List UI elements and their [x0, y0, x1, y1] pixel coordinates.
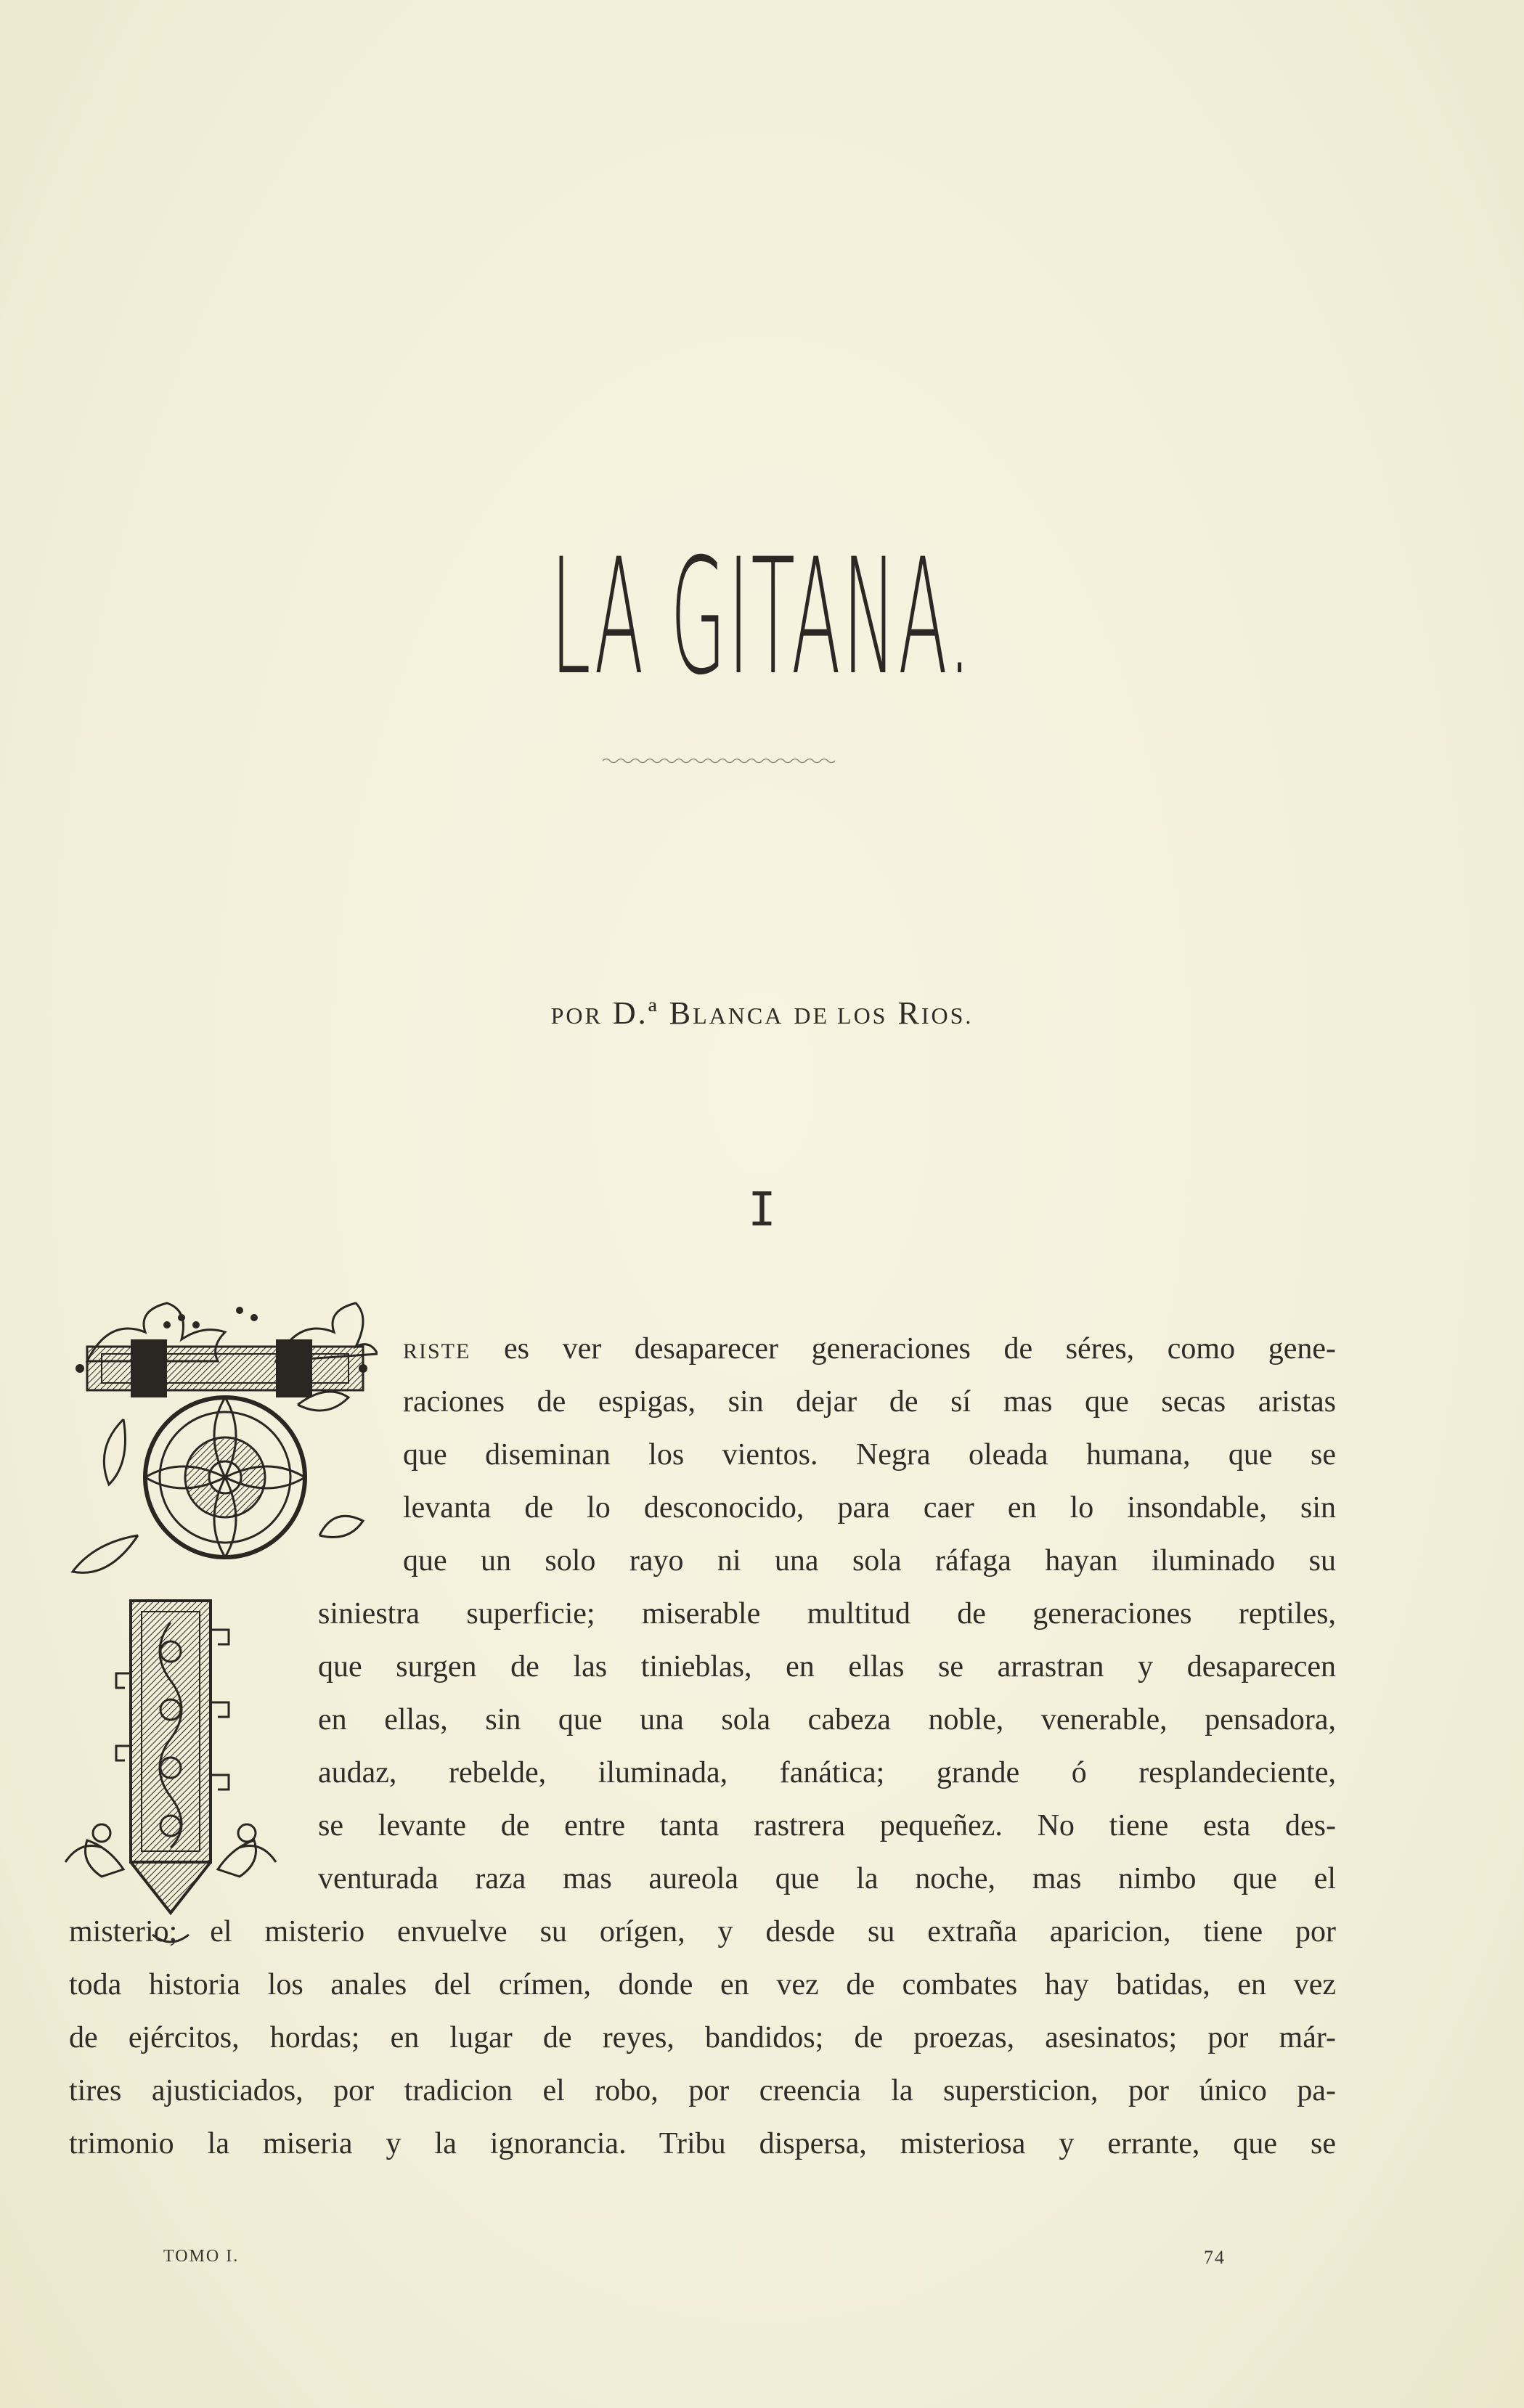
- text-line-9: audaz, rebelde, iluminada, fanática; grande ó resplandeciente,: [318, 1756, 1336, 1789]
- text-line-1: [403, 1329, 1336, 1372]
- text-line-1-rest: es ver desaparecer generaciones de séres, como gene-: [470, 1332, 1336, 1366]
- text-line-3: que diseminan los vientos. Negra oleada humana, que se: [403, 1438, 1336, 1472]
- text-line-5: que un solo rayo ni una sola ráfaga hayan iluminado su: [403, 1544, 1336, 1578]
- text-line-10: se levante de entre tanta rastrera pequeñez. No tiene esta des-: [318, 1809, 1336, 1842]
- first-word-smallcaps: RISTE: [403, 1339, 471, 1363]
- text-line-11: venturada raza mas aureola que la noche, mas nimbo que el: [318, 1862, 1336, 1895]
- author-byline: [0, 995, 1524, 1032]
- byline-last-initial: R: [897, 995, 921, 1031]
- text-line-14: de ejércitos, hordas; en lugar de reyes, bandidos; de proezas, asesinatos; por már-: [69, 2021, 1336, 2054]
- page-title: LA GITANA.: [550, 524, 974, 710]
- text-line-12: misterio; el misterio envuelve su orígen, y desde su extraña aparicion, tiene por: [69, 1915, 1336, 1948]
- footer-volume: TOMO I.: [163, 2247, 240, 2266]
- text-line-8: en ellas, sin que una sola cabeza noble, venerable, pensadora,: [318, 1703, 1336, 1736]
- byline-first-initial: B: [669, 995, 693, 1031]
- footer-page-number: 74: [1204, 2247, 1226, 2268]
- text-line-2: raciones de espigas, sin dejar de sí mas que secas aristas: [403, 1385, 1336, 1419]
- byline-first-rest: LANCA: [693, 1003, 784, 1029]
- text-line-13: toda historia los anales del crímen, donde en vez de combates hay batidas, en vez: [69, 1968, 1336, 2001]
- byline-prefix: POR: [550, 1003, 603, 1029]
- text-line-16: trimonio la miseria y la ignorancia. Tribu dispersa, misteriosa y errante, que se: [69, 2127, 1336, 2160]
- byline-honorific: D.ª: [612, 995, 659, 1031]
- byline-last-rest: IOS.: [921, 1003, 974, 1029]
- chapter-number: I: [748, 1183, 776, 1237]
- title-ornament-rule: [603, 755, 835, 767]
- text-line-15: tires ajusticiados, por tradicion el robo, por creencia la supersticion, por único pa-: [69, 2074, 1336, 2107]
- text-line-7: que surgen de las tinieblas, en ellas se arrastran y desaparecen: [318, 1650, 1336, 1683]
- byline-particle: DE LOS: [794, 1003, 888, 1029]
- text-line-6: siniestra superficie; miserable multitud de generaciones reptiles,: [318, 1597, 1336, 1630]
- text-line-4: levanta de lo desconocido, para caer en lo insondable, sin: [403, 1491, 1336, 1525]
